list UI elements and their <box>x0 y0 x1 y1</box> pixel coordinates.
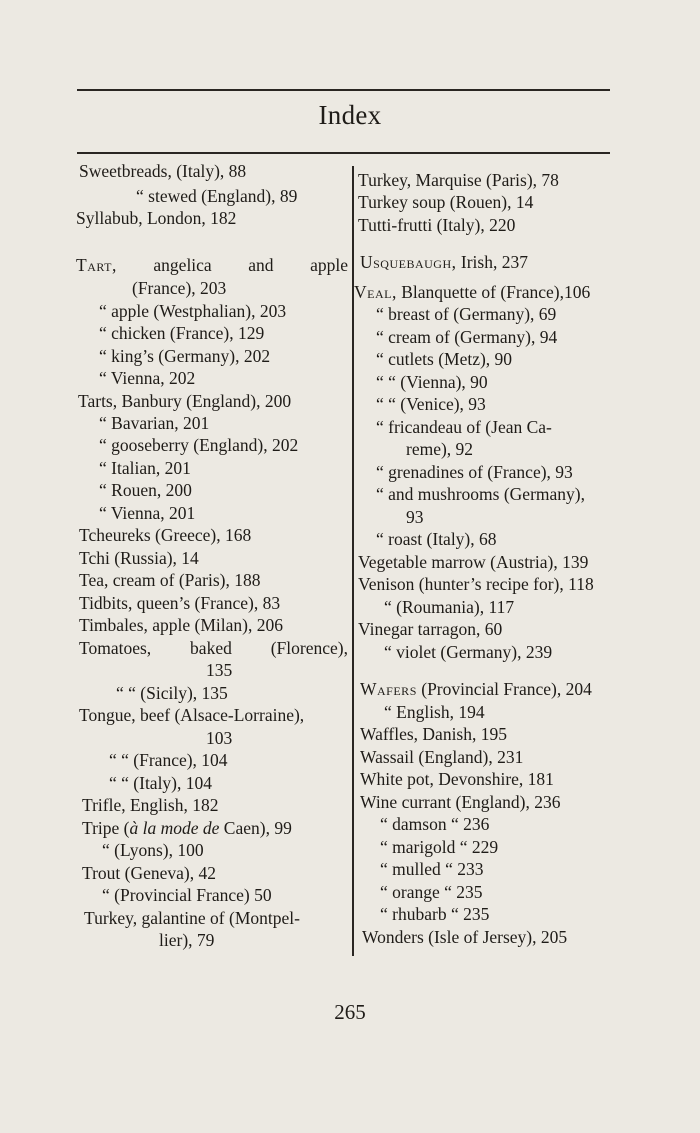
entry-text: “ rhubarb “ 235 <box>380 904 490 924</box>
index-entry <box>79 547 199 569</box>
index-entry <box>82 862 216 884</box>
index-entry <box>79 704 304 726</box>
entry-text: White pot, Devonshire, 181 <box>360 769 554 789</box>
entry-text: “ “ (Italy), 104 <box>109 773 213 793</box>
entry-text: Blanquette of (France),106 <box>396 282 591 302</box>
index-entry <box>360 723 507 745</box>
entry-text: “ breast of (Germany), 69 <box>376 304 557 324</box>
index-entry <box>76 207 236 229</box>
index-entry <box>99 412 209 434</box>
entry-text: Turkey soup (Rouen), 14 <box>358 192 534 212</box>
entry-word: angelica <box>153 255 212 275</box>
index-entry <box>99 479 192 501</box>
index-entry <box>380 881 483 903</box>
page-number: 265 <box>334 1000 366 1024</box>
entry-text: Sweetbreads, (Italy), 88 <box>79 161 247 181</box>
index-entry <box>376 303 556 325</box>
entry-text: “ mulled “ 233 <box>380 859 484 879</box>
entry-text: “ English, 194 <box>384 702 485 722</box>
index-entry <box>206 727 232 749</box>
index-entry <box>206 659 232 681</box>
index-entry <box>99 434 298 456</box>
entry-text: “ cutlets (Metz), 90 <box>376 349 513 369</box>
index-entry <box>109 772 212 794</box>
entry-word: apple <box>310 255 348 275</box>
index-entry <box>376 326 557 348</box>
index-entry <box>358 214 515 236</box>
index-entry <box>380 903 489 925</box>
index-entry <box>79 637 348 659</box>
entry-text: lier), 79 <box>159 930 215 950</box>
entry-text: Tarts, Banbury (England), 200 <box>78 391 292 411</box>
index-entry <box>376 348 512 370</box>
index-entry <box>360 791 560 813</box>
entry-text: “ roast (Italy), 68 <box>376 529 497 549</box>
entry-text: “ marigold “ 229 <box>380 837 499 857</box>
entry-text: Tcheureks (Greece), 168 <box>79 525 252 545</box>
index-entry <box>99 457 191 479</box>
index-entry <box>79 592 280 614</box>
index-entry <box>79 614 283 636</box>
index-entry <box>406 438 473 460</box>
entry-text: “ grenadines of (France), 93 <box>376 462 573 482</box>
index-entry <box>99 502 195 524</box>
index-entry <box>360 746 523 768</box>
entry-text: “ Rouen, 200 <box>99 480 192 500</box>
index-entry <box>99 367 195 389</box>
entry-text: “ and mushrooms (Germany), <box>376 484 585 504</box>
entry-text: Tutti-frutti (Italy), 220 <box>358 215 516 235</box>
index-entry <box>99 345 270 367</box>
index-entry <box>380 813 489 835</box>
index-entry <box>82 817 292 839</box>
entry-text: Venison (hunter’s recipe for), 118 <box>358 574 594 594</box>
entry-text: “ “ (Vienna), 90 <box>376 372 488 392</box>
index-entry <box>380 836 498 858</box>
index-entry <box>79 160 246 182</box>
index-entry <box>358 618 502 640</box>
page-title: Index <box>318 100 382 130</box>
index-entry <box>99 300 286 322</box>
entry-text: “ Italian, 201 <box>99 458 191 478</box>
entry-text: “ (Roumania), 117 <box>384 597 515 617</box>
entry-text: Tchi (Russia), 14 <box>79 548 199 568</box>
entry-text: Vegetable marrow (Austria), 139 <box>358 552 589 572</box>
index-entry <box>354 281 590 303</box>
entry-text: Irish, 237 <box>456 252 528 272</box>
index-entry <box>358 191 533 213</box>
index-entry <box>116 682 228 704</box>
index-entry <box>102 884 272 906</box>
index-entry <box>99 322 264 344</box>
index-entry <box>360 678 592 700</box>
entry-word: (Florence), <box>270 638 348 658</box>
entry-text: Waffles, Danish, 195 <box>360 724 507 744</box>
index-entry <box>102 839 204 861</box>
entry-text: “ fricandeau of (Jean Ca- <box>376 417 552 437</box>
entry-text: “ orange “ 235 <box>380 882 483 902</box>
entry-text: (France), 203 <box>132 278 227 298</box>
index-entry <box>360 251 528 273</box>
entry-text: Caen), 99 <box>219 818 292 838</box>
entry-text: “ stewed (England), 89 <box>136 186 298 206</box>
entry-text: Wine currant (England), 236 <box>360 792 561 812</box>
entry-text: Tongue, beef (Alsace-Lorraine), <box>79 705 305 725</box>
entry-word: baked <box>190 638 232 658</box>
index-entry <box>384 641 552 663</box>
entry-text: “ Bavarian, 201 <box>99 413 210 433</box>
index-entry <box>76 254 348 276</box>
entry-text: “ “ (Sicily), 135 <box>116 683 228 703</box>
entry-text: “ (Lyons), 100 <box>102 840 204 860</box>
entry-heading: Tart, <box>76 255 117 275</box>
entry-text: Tidbits, queen’s (France), 83 <box>79 593 281 613</box>
index-entry <box>358 551 588 573</box>
entry-text: Trifle, English, 182 <box>82 795 219 815</box>
index-entry <box>360 768 554 790</box>
entry-text: Timbales, apple (Milan), 206 <box>79 615 283 635</box>
entry-text: “ “ (France), 104 <box>109 750 228 770</box>
entry-text: Wonders (Isle of Jersey), 205 <box>362 927 568 947</box>
entry-text: “ Vienna, 202 <box>99 368 196 388</box>
index-entry <box>132 277 226 299</box>
entry-text: (Provincial France), 204 <box>416 679 592 699</box>
index-entry <box>79 569 260 591</box>
entry-text: Trout (Geneva), 42 <box>82 863 216 883</box>
index-entry <box>84 907 300 929</box>
index-entry <box>362 926 567 948</box>
entry-text: “ chicken (France), 129 <box>99 323 265 343</box>
entry-word: and <box>248 255 274 275</box>
index-entry <box>376 461 573 483</box>
entry-text: “ cream of (Germany), 94 <box>376 327 558 347</box>
entry-text: “ violet (Germany), 239 <box>384 642 553 662</box>
entry-text: Turkey, galantine of (Montpel- <box>84 908 300 928</box>
entry-text: reme), 92 <box>406 439 474 459</box>
entry-italic: à la mode de <box>129 818 220 838</box>
entry-text: “ damson “ 236 <box>380 814 490 834</box>
entry-text: “ apple (Westphalian), 203 <box>99 301 287 321</box>
entry-text: “ (Provincial France) 50 <box>102 885 272 905</box>
index-entry <box>376 416 552 438</box>
entry-text: Wassail (England), 231 <box>360 747 524 767</box>
entry-heading: Veal, <box>354 282 397 302</box>
index-entry <box>406 506 424 528</box>
entry-heading: Usquebaugh, <box>360 252 457 272</box>
index-entry <box>159 929 214 951</box>
index-entry <box>82 794 218 816</box>
entry-word: Tomatoes, <box>79 638 152 658</box>
entry-text: Tea, cream of (Paris), 188 <box>79 570 261 590</box>
entry-heading: Wafers <box>360 679 417 699</box>
index-entry <box>376 393 486 415</box>
index-entry <box>79 524 251 546</box>
index-entry <box>376 483 585 505</box>
entry-text: 93 <box>406 507 424 527</box>
entry-text: Syllabub, London, 182 <box>76 208 237 228</box>
index-entry <box>358 573 594 595</box>
entry-text: 135 <box>206 660 233 680</box>
entry-text: “ Vienna, 201 <box>99 503 196 523</box>
entry-text: Turkey, Marquise (Paris), 78 <box>358 170 559 190</box>
entry-text: 103 <box>206 728 233 748</box>
entry-text: Vinegar tarragon, 60 <box>358 619 503 639</box>
entry-text: Tripe ( <box>82 818 130 838</box>
index-entry <box>109 749 228 771</box>
entry-text: “ king’s (Germany), 202 <box>99 346 271 366</box>
index-entry <box>78 390 291 412</box>
index-entry <box>384 701 485 723</box>
top-rule <box>77 89 610 91</box>
index-entry <box>376 528 497 550</box>
title-rule <box>77 152 610 154</box>
index-entry <box>384 596 514 618</box>
index-entry <box>376 371 488 393</box>
index-entry <box>358 169 559 191</box>
entry-text: “ “ (Venice), 93 <box>376 394 486 414</box>
index-entry <box>380 858 484 880</box>
entry-text: “ gooseberry (England), 202 <box>99 435 299 455</box>
index-entry <box>136 185 297 207</box>
